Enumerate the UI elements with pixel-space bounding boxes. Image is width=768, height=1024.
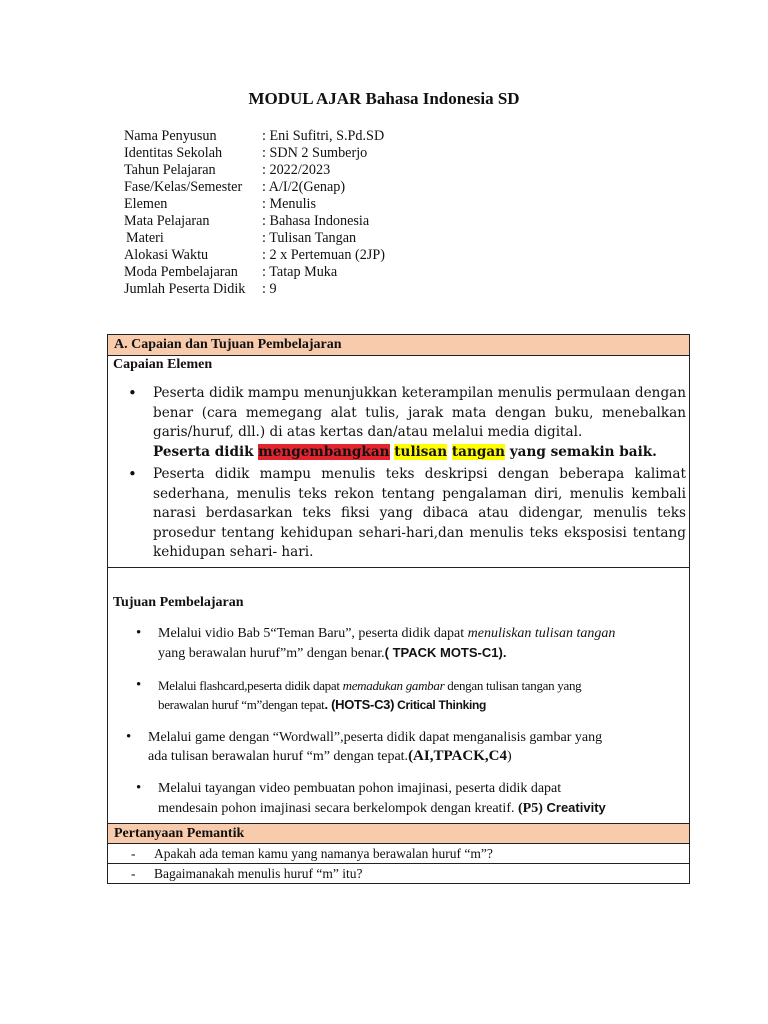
identity-row <box>124 145 367 161</box>
question-dash: - <box>131 846 136 861</box>
capaian-emphasis <box>153 443 686 463</box>
identity-value: : 9 <box>262 281 277 297</box>
tujuan-item <box>134 676 684 715</box>
identity-label: Alokasi Waktu <box>124 247 209 263</box>
identity-label: Jumlah Peserta Didik <box>124 281 246 297</box>
tujuan-italic: memadukan gambar <box>342 678 445 693</box>
pemantik-row <box>107 864 690 884</box>
question-text: Bagaimanakah menulis huruf “m” itu? <box>154 866 363 881</box>
pemantik-row <box>107 844 690 864</box>
identity-row <box>124 230 356 246</box>
identity-value: : 2 x Pertemuan (2JP) <box>262 247 385 263</box>
emphasis-text: Peserta didik <box>153 443 259 460</box>
capaian-list <box>126 384 686 563</box>
identity-value: : Tatap Muka <box>262 264 338 280</box>
highlight-yellow: tulisan <box>394 443 448 460</box>
tujuan-item <box>134 624 684 663</box>
tujuan-italic: menuliskan tulisan tangan <box>467 626 616 641</box>
tujuan-item <box>124 728 684 766</box>
tujuan-tag: ( TPACK MOTS-C1). <box>384 645 507 660</box>
tujuan-tag: (AI,TPACK,C4 <box>408 748 507 764</box>
tujuan-text: berawalan huruf “m”dengan tepat <box>158 697 325 712</box>
capaian-item <box>126 465 686 563</box>
identity-value: : 2022/2023 <box>262 162 331 178</box>
identity-row <box>124 247 385 263</box>
identity-value: : Tulisan Tangan <box>262 230 357 246</box>
identity-row <box>124 213 369 229</box>
highlight-yellow: tangan <box>451 443 506 460</box>
highlight-red: mengembangkan <box>258 443 390 460</box>
identity-label: Nama Penyusun <box>124 128 217 144</box>
tujuan-text: ) <box>506 749 512 764</box>
tujuan-tag: Creativity <box>542 800 606 815</box>
identity-row <box>124 264 337 280</box>
emphasis-text: yang semakin baik. <box>505 443 657 460</box>
identity-value: : A/I/2(Genap) <box>262 179 346 195</box>
tujuan-text: mendesain pohon imajinasi secara berkelompok dengan kreatif. <box>158 801 518 816</box>
tujuan-text: Melalui vidio Bab 5“Teman Baru”, peserta didik dapat <box>158 626 468 641</box>
identity-row <box>124 281 277 297</box>
tujuan-tag: (P5) <box>518 801 543 816</box>
tujuan-text: dengan tulisan tangan yang <box>444 678 582 693</box>
identity-row <box>124 162 330 178</box>
tujuan-title: Tujuan Pembelajaran <box>113 595 244 610</box>
section-a-heading: A. Capaian dan Tujuan Pembelajaran <box>107 334 690 356</box>
capaian-text: Peserta didik mampu menulis teks deskripsi dengan beberapa kalimat sederhana, menulis teks rekon tentang pengalaman diri, menulis kembali narasi berdasarkan teks fiksi yang dibaca atau didengar, menulis teks prosedur tentang kehidupan sehari-hari,dan menulis teks eksposisi tentang kehidupan sehari- hari. <box>153 466 686 560</box>
tujuan-text: yang berawalan huruf”m” dengan benar. <box>158 646 385 661</box>
tujuan-tag: Critical Thinking <box>394 698 487 712</box>
identity-value: : Eni Sufitri, S.Pd.SD <box>262 128 385 144</box>
tujuan-text: Melalui flashcard,peserta didik dapat <box>158 678 343 693</box>
identity-label: Identitas Sekolah <box>124 145 223 161</box>
identity-label: Fase/Kelas/Semester <box>124 179 243 195</box>
capaian-text: Peserta didik mampu menunjukkan keterampilan menulis permulaan dengan benar (cara memegang alat tulis, jarak mata dengan buku, menebalkan garis/huruf, dll.) di atas kertas dan/atau melalui media digital. <box>153 385 686 440</box>
tujuan-tag: . (HOTS-C3) <box>324 697 395 712</box>
question-text: Apakah ada teman kamu yang namanya berawalan huruf “m”? <box>154 846 493 861</box>
identity-row <box>124 179 345 195</box>
identity-value: : Menulis <box>262 196 316 212</box>
capaian-item <box>126 384 686 462</box>
identity-label: Moda Pembelajaran <box>124 264 238 280</box>
tujuan-text: Melalui game dengan “Wordwall”,peserta didik dapat menganalisis gambar yang <box>148 730 603 745</box>
question-dash: - <box>131 866 136 881</box>
identity-value: : SDN 2 Sumberjo <box>262 145 368 161</box>
identity-row <box>124 196 316 212</box>
pemantik-heading: Pertanyaan Pemantik <box>107 823 690 844</box>
tujuan-text: ada tulisan berawalan huruf “m” dengan tepat. <box>148 749 409 764</box>
capaian-title: Capaian Elemen <box>113 357 213 372</box>
tujuan-item <box>134 779 684 818</box>
identity-label: Tahun Pelajaran <box>124 162 216 178</box>
identity-label: Elemen <box>124 196 168 212</box>
document-title: MODUL AJAR Bahasa Indonesia SD <box>248 89 520 108</box>
identity-value: : Bahasa Indonesia <box>262 213 370 229</box>
identity-label: Mata Pelajaran <box>124 213 210 229</box>
identity-label: Materi <box>126 230 164 246</box>
tujuan-text: Melalui tayangan video pembuatan pohon imajinasi, peserta didik dapat <box>158 781 562 796</box>
identity-row <box>124 128 384 144</box>
